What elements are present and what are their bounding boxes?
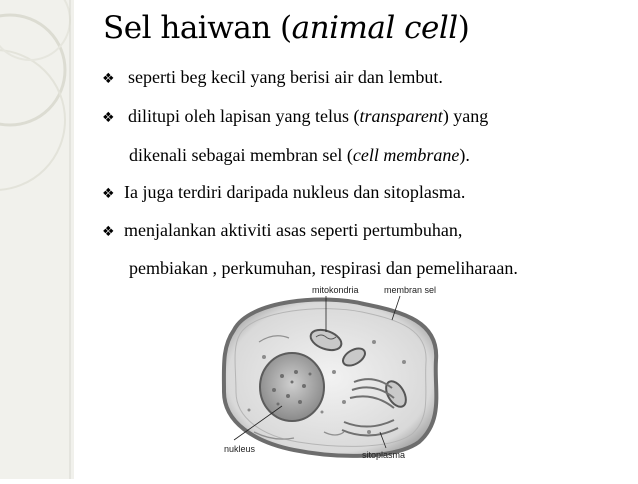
label-nukleus: nukleus: [224, 444, 256, 454]
bullet-1-text: seperti beg kecil yang berisi air dan lembut.: [128, 67, 443, 87]
diamond-bullet-icon: ❖: [102, 186, 115, 202]
bullet-2-post: ) yang: [442, 106, 489, 126]
label-sitoplasma: sitoplasma: [362, 450, 406, 460]
cont-post: ).: [459, 145, 470, 165]
bullet-1: [102, 67, 443, 88]
cont-4-text: pembiakan , perkumuhan, respirasi dan pemeliharaan.: [129, 258, 518, 278]
diamond-bullet-icon: ❖: [102, 110, 115, 126]
bullet-2: [102, 106, 488, 127]
bullet-4-continuation: [129, 258, 518, 279]
cont-italic: cell membrane: [352, 145, 460, 165]
bullet-2-italic: transparent: [359, 106, 443, 126]
title-italic: animal cell: [291, 10, 458, 46]
title-main: Sel haiwan (: [103, 10, 292, 46]
bullet-4: [102, 220, 462, 241]
bullet-2-continuation: [129, 145, 470, 166]
decorative-side-panel: [0, 0, 74, 479]
bullet-3: [102, 182, 465, 203]
label-membran-sel: membran sel: [384, 285, 437, 295]
diamond-bullet-icon: ❖: [102, 71, 115, 87]
bullet-3-text: Ia juga terdiri daripada nukleus dan sitoplasma.: [124, 182, 466, 202]
bullet-2-pre: dilitupi oleh lapisan yang telus (: [128, 106, 360, 126]
animal-cell-figure: [204, 282, 460, 479]
label-mitokondria: mitokondria: [312, 285, 359, 295]
title-close: ): [457, 10, 470, 46]
slide-title: [103, 10, 469, 46]
bullet-4-text: menjalankan aktiviti asas seperti pertumbuhan,: [124, 220, 463, 240]
diamond-bullet-icon: ❖: [102, 224, 115, 240]
decorative-arcs: [0, 0, 74, 479]
cont-pre: dikenali sebagai membran sel (: [129, 145, 353, 165]
